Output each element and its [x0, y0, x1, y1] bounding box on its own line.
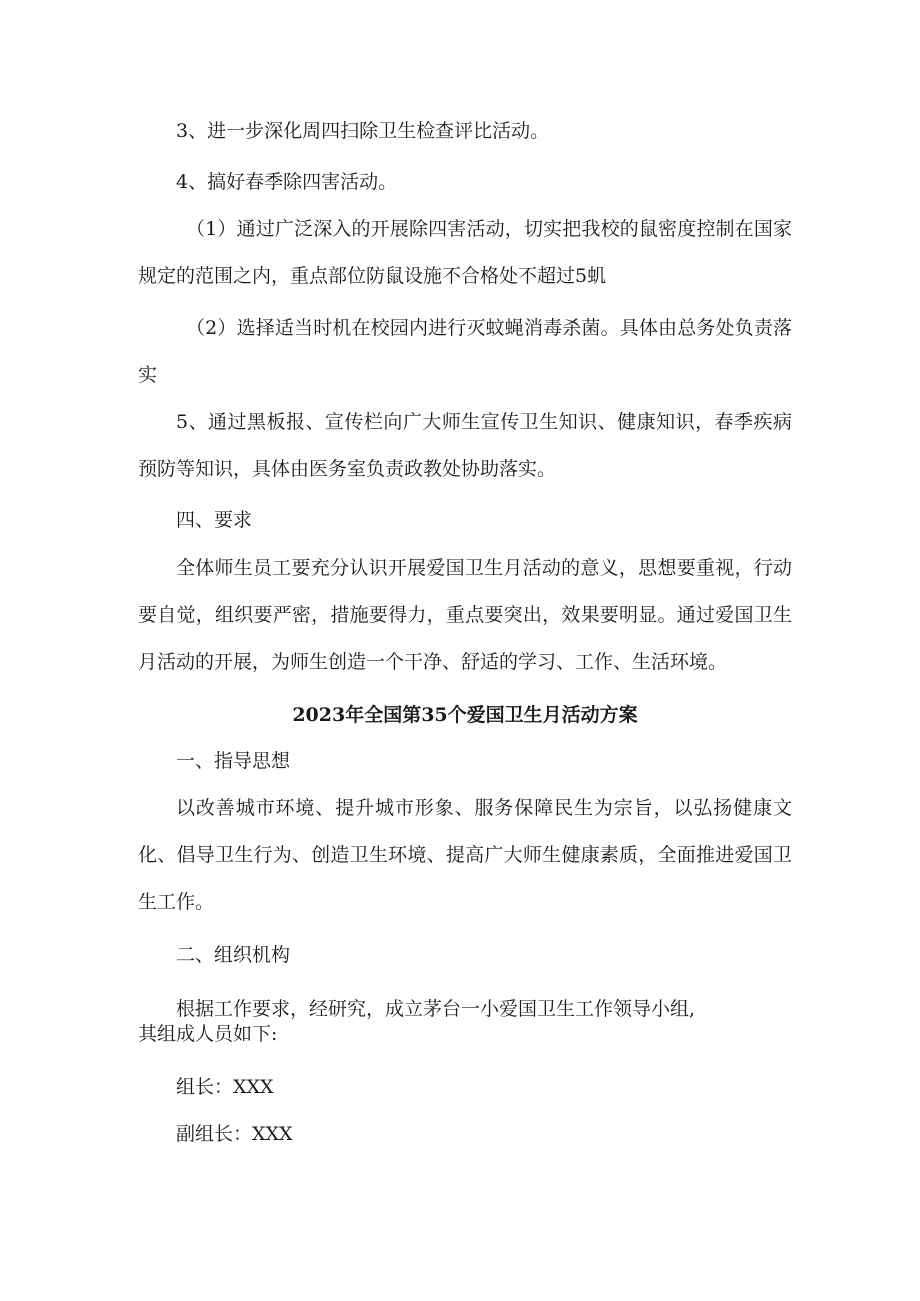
deputy-leader-line: 副组长：XXX	[176, 1123, 293, 1145]
heading-requirements: 四、要求	[176, 509, 253, 531]
section-title: 2023年全国第35个爱国卫生月活动方案	[292, 704, 638, 726]
paragraph-sub-2: （2）选择适当时机在校园内进行灭蚊蝇消毒杀菌。具体由总务处负责落实	[138, 317, 792, 386]
paragraph-guiding-ideology: 以改善城市环境、提升城市形象、服务保障民生为宗旨，以弘扬健康文化、倡导卫生行为、创造卫生环境、提高广大师生健康素质，全面推进爱国卫生工作。	[138, 797, 792, 913]
paragraph-item-3: 3、进一步深化周四扫除卫生检查评比活动。	[176, 120, 550, 142]
heading-guiding-ideology: 一、指导思想	[176, 750, 291, 772]
paragraph-requirements: 全体师生员工要充分认识开展爱国卫生月活动的意义，思想要重视，行动要自觉，组织要严密，措施要得力，重点要突出，效果要明显。通过爱国卫生月活动的开展，为师生创造一个干净、舒适的学习、工作、生活环境。	[138, 557, 792, 673]
heading-organization: 二、组织机构	[176, 944, 291, 966]
paragraph-sub-1: （1）通过广泛深入的开展除四害活动，切实把我校的鼠密度控制在国家规定的范围之内，重点部位防鼠设施不合格处不超过5虮	[138, 218, 792, 287]
paragraph-organization-line1: 根据工作要求，经研究，成立茅台一小爱国卫生工作领导小组,	[176, 998, 696, 1020]
paragraph-organization-line2: 其组成人员如下:	[138, 1023, 278, 1045]
paragraph-item-5: 5、通过黑板报、宣传栏向广大师生宣传卫生知识、健康知识，春季疾病预防等知识，具体由医务室负责政教处协助落实。	[138, 411, 792, 480]
paragraph-item-4: 4、搞好春季除四害活动。	[176, 171, 398, 193]
leader-line: 组长：XXX	[176, 1076, 274, 1098]
